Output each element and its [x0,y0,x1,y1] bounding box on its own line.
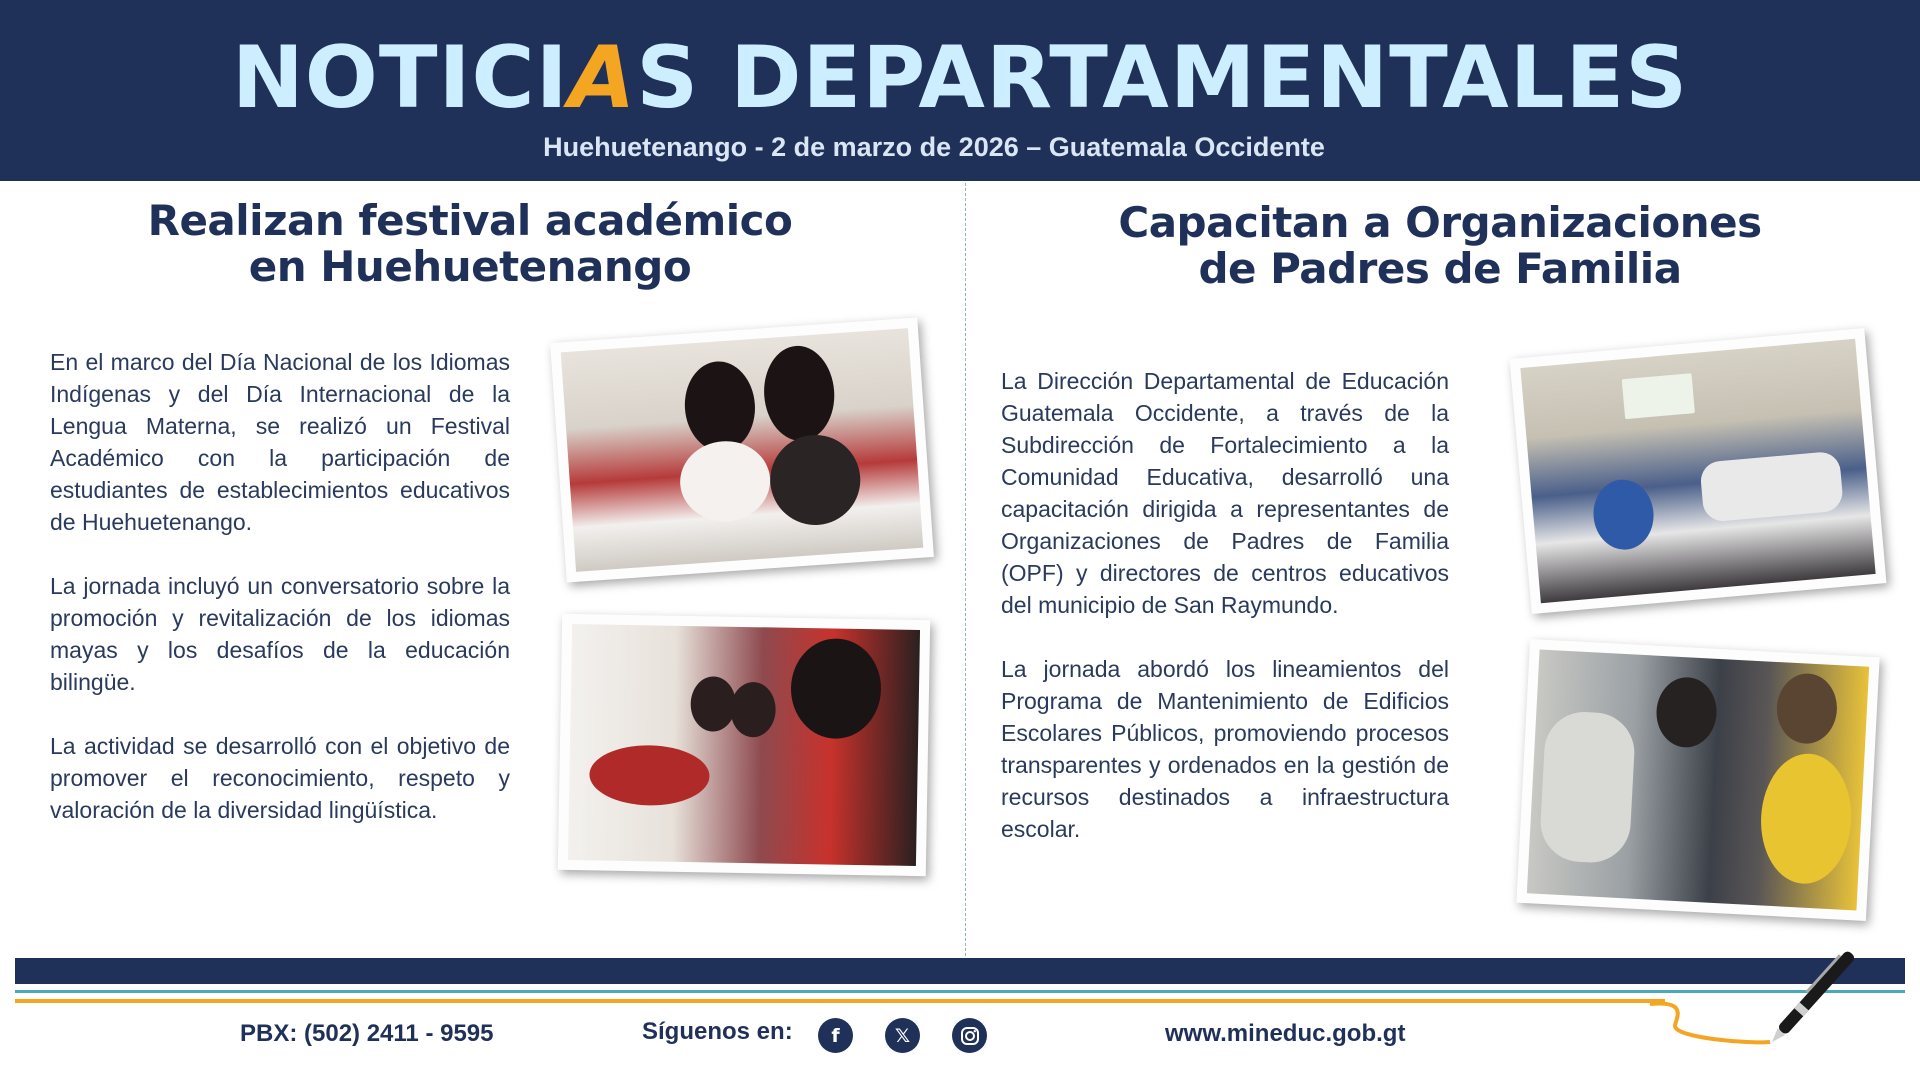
column-divider [965,183,966,956]
right-headline-line2: de Padres de Familia [1198,244,1682,293]
title-accent-letter: A [568,28,637,128]
footer-line-teal [15,990,1905,993]
right-paragraph: La jornada abordó los lineamientos del Programa de Mantenimiento de Edificios Escolares Públicos, promoviendo procesos transparentes y ordenados en la gestión de recursos destinados a infraestructura escolar. [1001,656,1449,842]
left-paragraph: La actividad se desarrolló con el objetivo de promover el reconocimiento, respeto y valoración de la diversidad lingüística. [50,733,510,823]
x-icon[interactable]: 𝕏 [885,1018,920,1053]
right-paragraph: La Dirección Departamental de Educación Guatemala Occidente, a través de la Subdirección de Fortalecimiento a la Comunidad Educativa, desarrolló una capacitación dirigida a representantes de Organizaciones de Padres de Familia (OPF) y directores de centros educativos del municipio de San Raymundo. [1001,368,1449,618]
left-article-body [50,346,510,858]
facebook-icon[interactable]: f [818,1018,853,1053]
website-link[interactable]: www.mineduc.gob.gt [1165,1020,1406,1047]
title-part2: S DEPARTAMENTALES [636,28,1689,128]
instagram-icon[interactable] [952,1018,987,1053]
footer-line-orange [15,999,1665,1003]
left-paragraph: En el marco del Día Nacional de los Idiomas Indígenas y del Día Internacional de la Lengua Materna, se realizó un Festival Académico con la participación de estudiantes de establecimientos educativos de Huehuetenango. [50,349,510,535]
right-article-headline [1040,200,1840,292]
pen-icon [1630,930,1890,1060]
title-part1: NOTICI [231,28,569,128]
phone-number: PBX: (502) 2411 - 9595 [240,1020,494,1047]
header-banner [0,0,1920,181]
date-location-line: Huehuetenango - 2 de marzo de 2026 – Guatemala Occidente [543,132,1325,162]
instagram-glyph [960,1026,980,1046]
training-photo-participants [1516,639,1879,921]
right-article-body [1001,365,1449,877]
left-paragraph: La jornada incluyó un conversatorio sobre la promoción y revitalización de los idiomas mayas y los desafíos de la educación bilingüe. [50,573,510,695]
training-photo-room [1510,328,1887,614]
left-headline-line2: en Huehuetenango [248,242,692,291]
left-headline-line1: Realizan festival académico [147,196,793,245]
footer-bar [15,958,1905,984]
follow-label: Síguenos en: [642,1018,793,1045]
left-article-headline [90,198,850,290]
festival-photo-panel [558,614,930,876]
page-title [0,28,1920,128]
festival-photo-students [550,317,934,582]
right-headline-line1: Capacitan a Organizaciones [1118,198,1762,247]
